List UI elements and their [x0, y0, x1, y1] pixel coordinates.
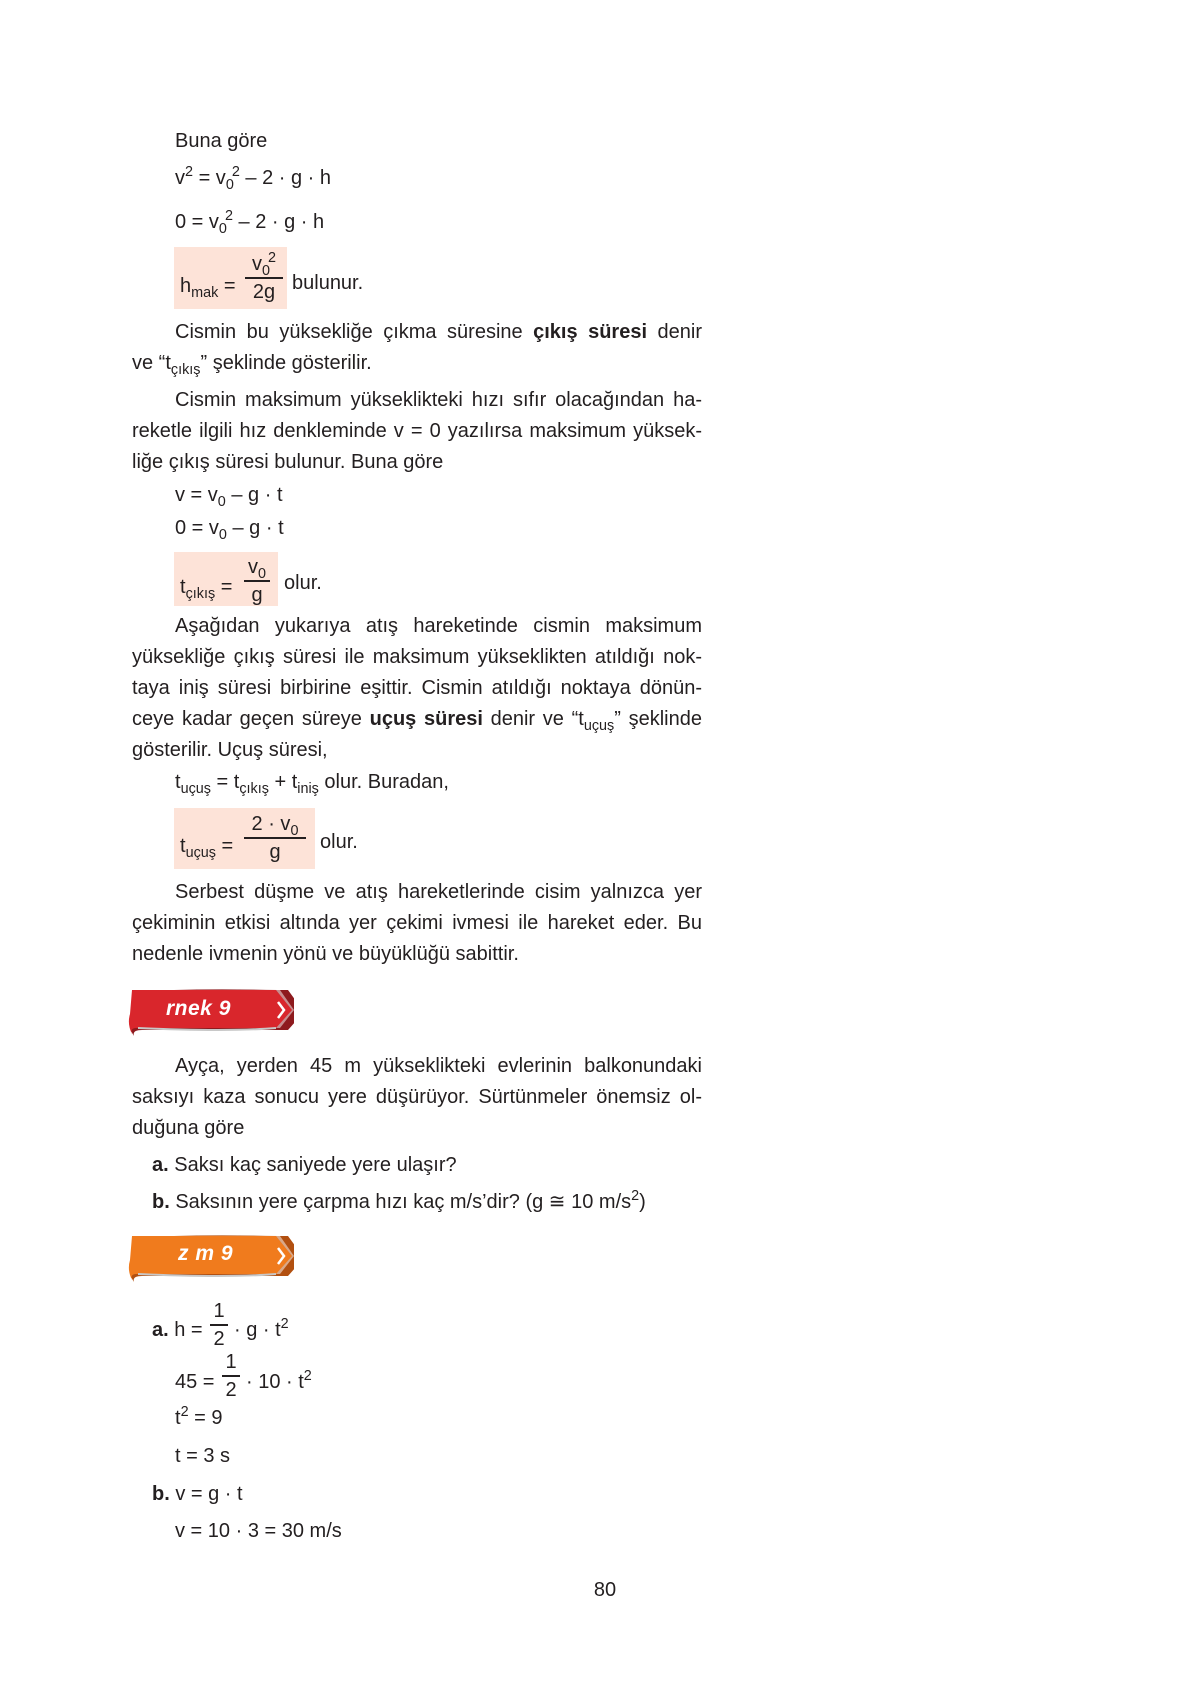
solution-label: z m 9: [178, 1242, 234, 1265]
para4-line1: Serbest düşme ve atış hareketlerinde cisim yalnızca yer: [175, 881, 702, 903]
equation-0-v0-gt: $0 = v_0 - g \cdot t$: [175, 517, 284, 544]
para3-line5: gösterilir. Uçuş süresi,: [132, 739, 328, 761]
equation-tucus-sum: $t_{uçuş} = t_{çıkış} + t_{iniş}$ olur. Buradan,: [175, 771, 449, 798]
intro-text: Buna göre: [175, 130, 268, 152]
solution-a-eq4: t = 3 s: [175, 1445, 231, 1467]
hmak-fraction: $v_0^2$ 2g: [245, 252, 283, 304]
solution-a-eq2-lhs: 45 =: [175, 1371, 215, 1393]
solution-a-eq3: $t^2 = 9$: [175, 1404, 223, 1429]
hmak-lhs: $h_{mak}$ =: [180, 275, 236, 302]
solution-a-eq1-rhs: · $g \cdot t^2$: [234, 1316, 289, 1341]
solution-b-eq2: v = 10 · 3 = 30 m/s: [175, 1520, 342, 1542]
para3-line2: yüksekliğe çıkış süresi ile maksimum yükseklikten atıldığı nok-: [132, 646, 702, 668]
example-label: rnek 9: [166, 997, 231, 1020]
example-line1: Ayça, yerden 45 m yükseklikteki evlerinin balkonundaki: [175, 1055, 702, 1077]
para3-line3: taya iniş süresi birbirine eşittir. Cismin atıldığı noktaya dönün-: [132, 677, 702, 699]
para4-line3: nedenle ivmenin yönü ve büyüklüğü sabittir.: [132, 943, 519, 965]
example-line3: duğuna göre: [132, 1117, 245, 1139]
para4-line2: çekiminin etkisi altında yer çekimi ivmesi ile hareket eder. Bu: [132, 912, 702, 934]
para1-line1: Cismin bu yüksekliğe çıkma süresine çıkış süresi denir: [175, 321, 702, 343]
tucus-fraction: $2 \cdot v_0$ g: [244, 812, 306, 864]
equation-v-squared: $v^2 = v_0^2 - 2 \cdot g \cdot h$: [175, 164, 331, 194]
page-number: 80: [593, 1579, 617, 1601]
para2-line1: Cismin maksimum yükseklikteki hızı sıfır olacağından ha-: [175, 389, 702, 411]
para2-line2: reketle ilgili hız denkleminde v = 0 yazılırsa maksimum yüksek-: [132, 420, 702, 442]
para3-line4: ceye kadar geçen süreye uçuş süresi denir ve “$t_{uçuş}$” şeklinde: [132, 708, 702, 735]
para1-line2: ve “$t_{çıkış}$” şeklinde gösterilir.: [132, 352, 372, 379]
hmak-suffix: bulunur.: [292, 272, 364, 294]
question-a: a. Saksı kaç saniyede yere ulaşır?: [152, 1154, 457, 1176]
solution-a-eq2-rhs: · $10 \cdot t^2$: [246, 1368, 312, 1393]
tcikis-lhs: $t_{çıkış}$ =: [180, 576, 233, 603]
tcikis-fraction: $v_0$ g: [244, 555, 270, 607]
solution-a-eq1-lhs: a. h =: [152, 1319, 203, 1341]
solution-a-eq2-fraction: 1 2: [222, 1350, 240, 1402]
para2-line3: liğe çıkış süresi bulunur. Buna göre: [132, 451, 444, 473]
tucus-suffix: olur.: [320, 831, 358, 853]
equation-zero-v0: $0 = v_0^2 - 2 \cdot g \cdot h$: [175, 208, 325, 238]
tcikis-suffix: olur.: [284, 572, 322, 594]
solution-b-eq1: b. v = g · t: [152, 1483, 243, 1505]
para3-line1: Aşağıdan yukarıya atış hareketinde cismin maksimum: [175, 615, 702, 637]
equation-v-v0-gt: $v = v_0 - g \cdot t$: [175, 484, 283, 511]
solution-a-eq1-fraction: 1 2: [210, 1299, 228, 1351]
question-b: b. Saksının yere çarpma hızı kaç m/s’dir? (g ≅ 10 $m/s^2$): [152, 1188, 646, 1213]
tucus-lhs: $t_{uçuş}$ =: [180, 835, 234, 862]
example-line2: saksıyı kaza sonucu yere düşürüyor. Sürtünmeler önemsiz ol-: [132, 1086, 702, 1108]
